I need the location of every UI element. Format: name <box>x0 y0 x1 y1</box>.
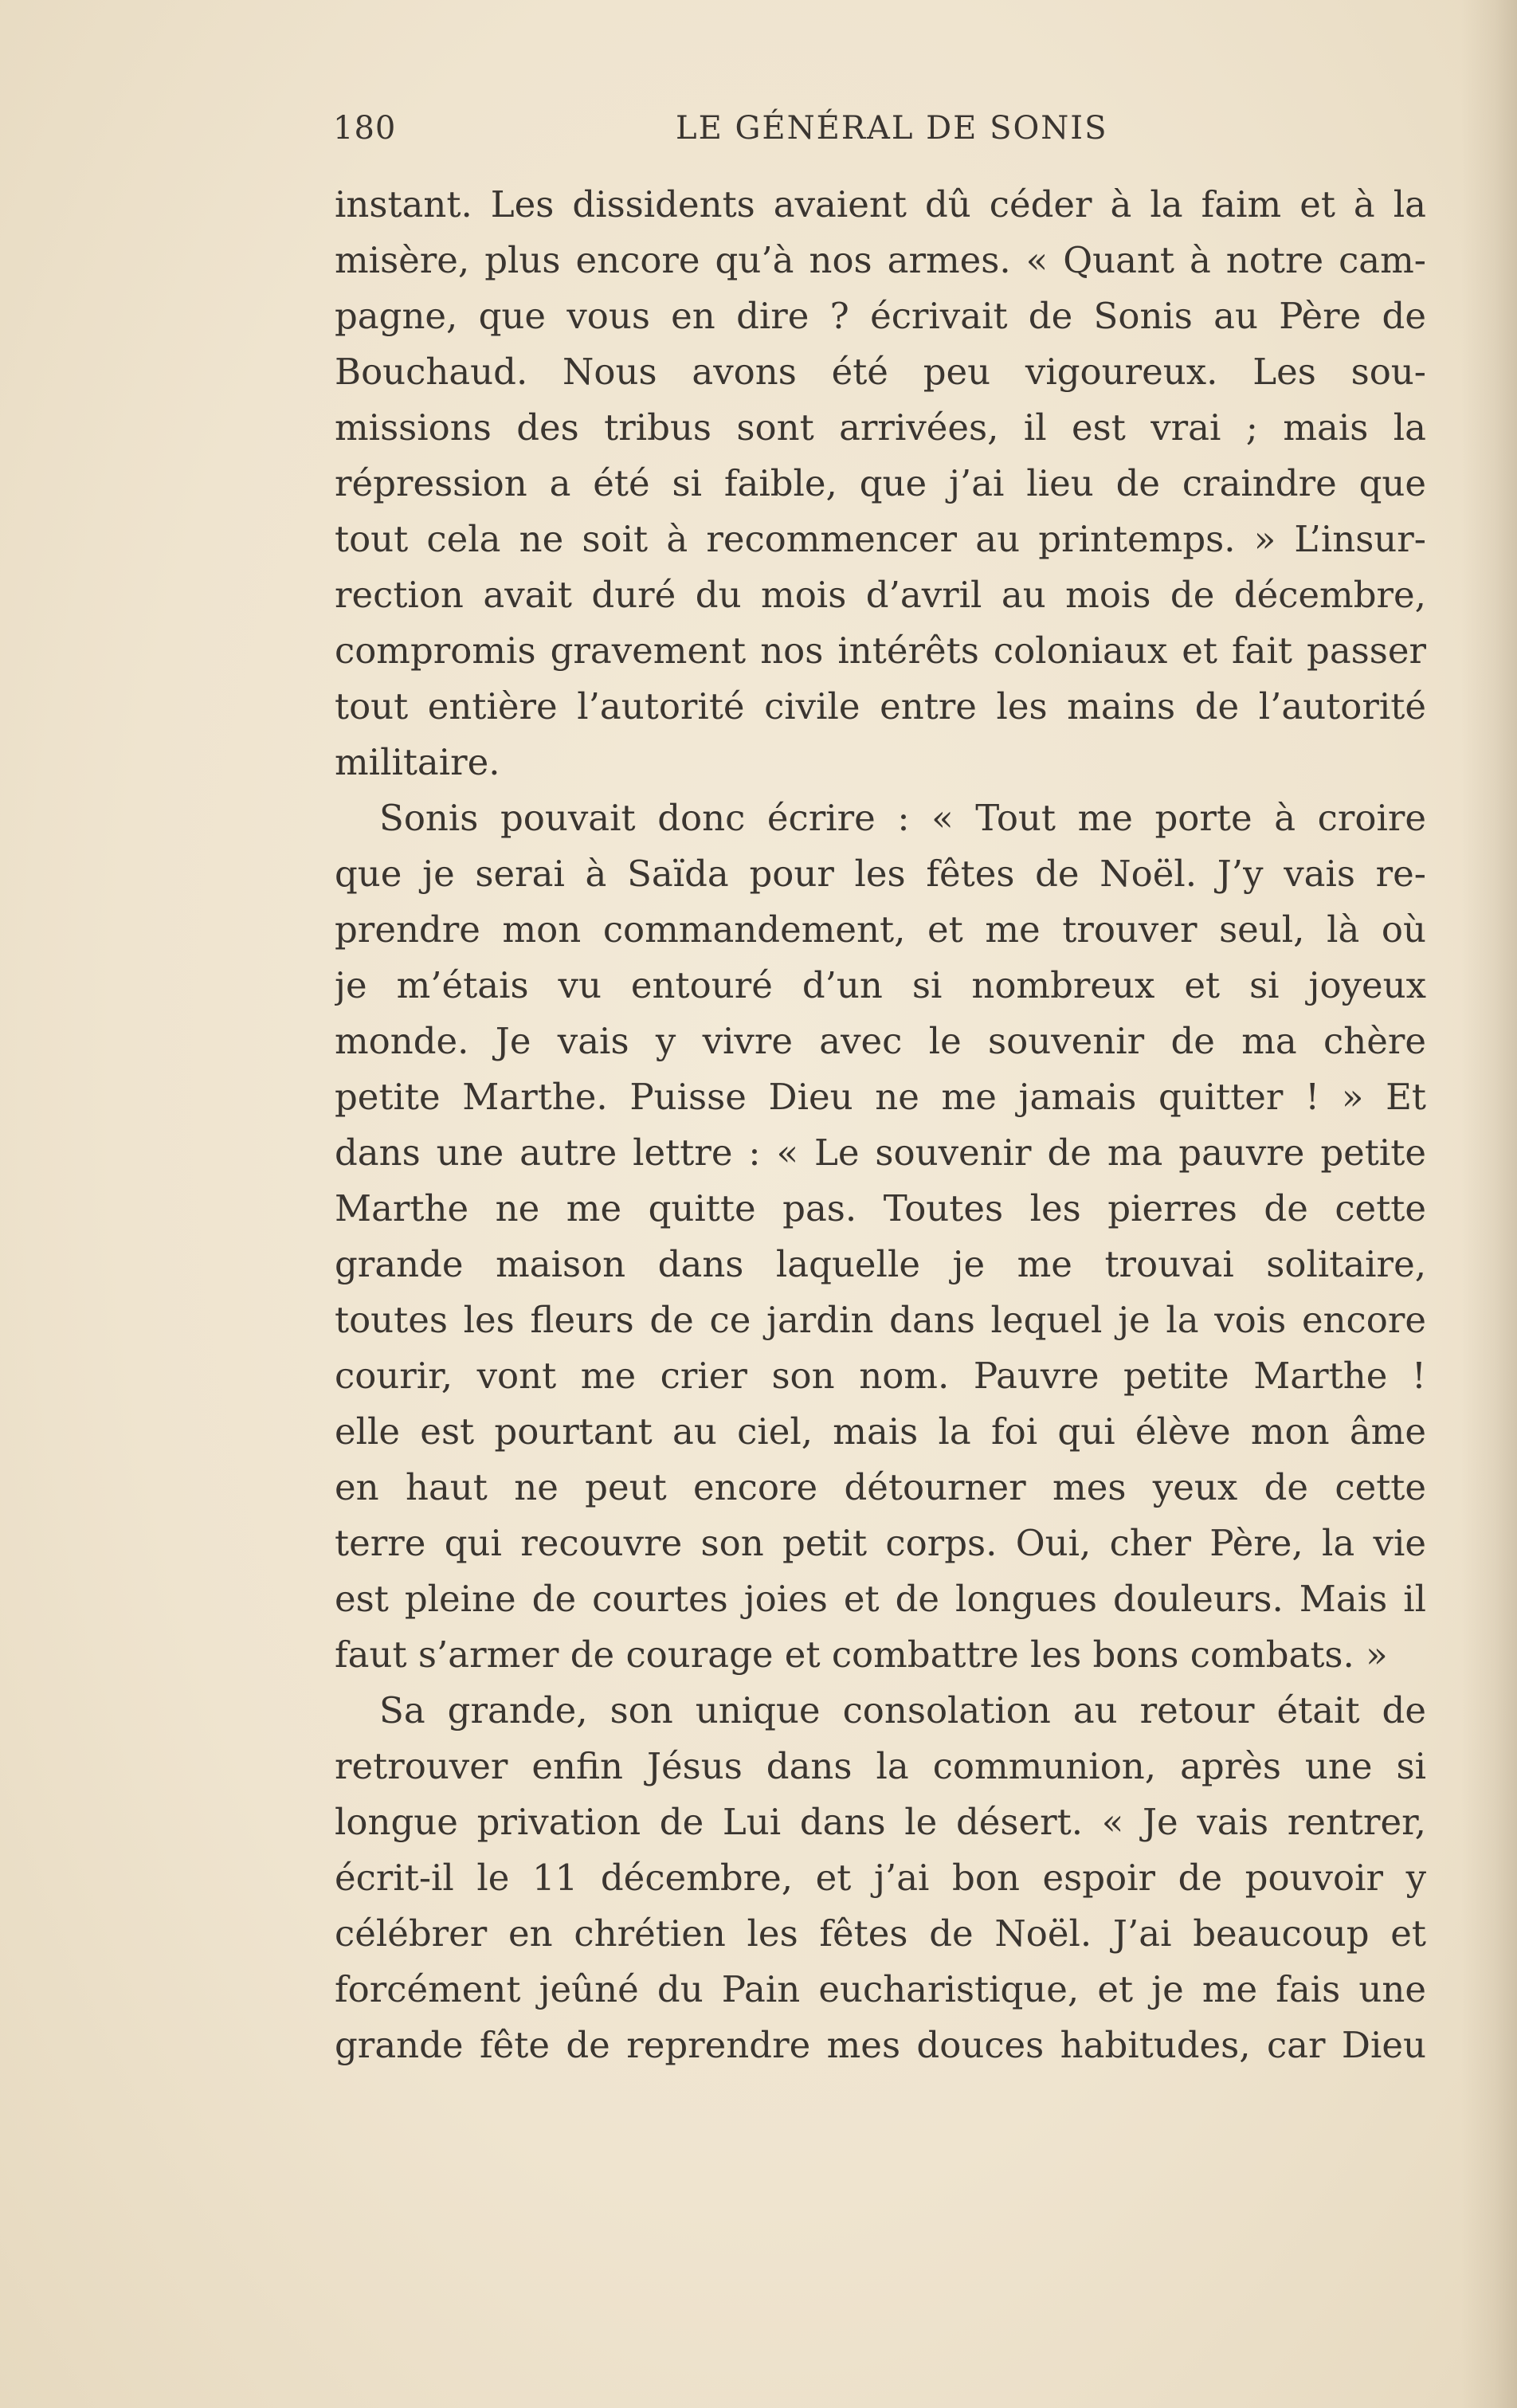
text-line: répression a été si faible, que j’ai lieu de craindre que <box>335 462 1426 504</box>
text-line: Bouchaud. Nous avons été peu vigoureux. Les sou- <box>335 351 1426 393</box>
text-line: longue privation de Lui dans le désert. « Je vais rentrer, <box>335 1801 1426 1843</box>
text-line: instant. Les dissidents avaient dû céder à la faim et à la <box>335 183 1426 226</box>
text-line: toutes les fleurs de ce jardin dans lequel je la vois encore <box>335 1299 1426 1341</box>
text-line: Sonis pouvait donc écrire : « Tout me porte à croire <box>379 797 1426 839</box>
text-line: misère, plus encore qu’à nos armes. « Quant à notre cam- <box>335 239 1426 281</box>
text-line: retrouver enfin Jésus dans la communion, après une si <box>335 1745 1426 1787</box>
text-line: elle est pourtant au ciel, mais la foi qui élève mon âme <box>335 1410 1426 1453</box>
page-gutter-shadow <box>1461 0 1517 2408</box>
running-title: LE GÉNÉRAL DE SONIS <box>676 110 1108 147</box>
text-line: Marthe ne me quitte pas. Toutes les pierres de cette <box>335 1187 1426 1229</box>
text-line: en haut ne peut encore détourner mes yeux de cette <box>335 1466 1426 1508</box>
text-line: pagne, que vous en dire ? écrivait de Sonis au Père de <box>335 295 1426 337</box>
text-line: écrit-il le 11 décembre, et j’ai bon espoir de pouvoir y <box>335 1857 1426 1899</box>
text-line: dans une autre lettre : « Le souvenir de ma pauvre petite <box>335 1131 1426 1174</box>
text-line: grande maison dans laquelle je me trouvai solitaire, <box>335 1243 1426 1285</box>
text-line: monde. Je vais y vivre avec le souvenir de ma chère <box>335 1020 1426 1062</box>
text-line: tout cela ne soit à recommencer au printemps. » L’insur- <box>335 518 1426 560</box>
text-line: Sa grande, son unique consolation au retour était de <box>379 1689 1426 1731</box>
text-line: terre qui recouvre son petit corps. Oui, cher Père, la vie <box>335 1522 1426 1564</box>
text-line: rection avait duré du mois d’avril au mois de décembre, <box>335 574 1426 616</box>
page-number: 180 <box>333 110 397 147</box>
text-line: je m’étais vu entouré d’un si nombreux et si joyeux <box>335 964 1426 1006</box>
text-line: militaire. <box>335 741 500 783</box>
text-line: forcément jeûné du Pain eucharistique, et je me fais une <box>335 1968 1426 2010</box>
text-line: célébrer en chrétien les fêtes de Noël. J’ai beaucoup et <box>335 1912 1426 1955</box>
text-line: compromis gravement nos intérêts coloniaux et fait passer <box>335 629 1426 672</box>
body-text <box>335 177 1426 2073</box>
text-line: faut s’armer de courage et combattre les bons combats. » <box>335 1633 1388 1676</box>
text-line: tout entière l’autorité civile entre les mains de l’autorité <box>335 685 1426 727</box>
text-line: est pleine de courtes joies et de longues douleurs. Mais il <box>335 1578 1426 1620</box>
text-line: missions des tribus sont arrivées, il est vrai ; mais la <box>335 406 1426 449</box>
text-line: petite Marthe. Puisse Dieu ne me jamais quitter ! » Et <box>335 1076 1426 1118</box>
text-line: grande fête de reprendre mes douces habitudes, car Dieu <box>335 2024 1426 2066</box>
text-line: courir, vont me crier son nom. Pauvre petite Marthe ! <box>335 1355 1426 1397</box>
text-line: que je serai à Saïda pour les fêtes de Noël. J’y vais re- <box>335 853 1426 895</box>
text-line: prendre mon commandement, et me trouver seul, là où <box>335 908 1426 951</box>
running-head <box>333 110 1426 158</box>
